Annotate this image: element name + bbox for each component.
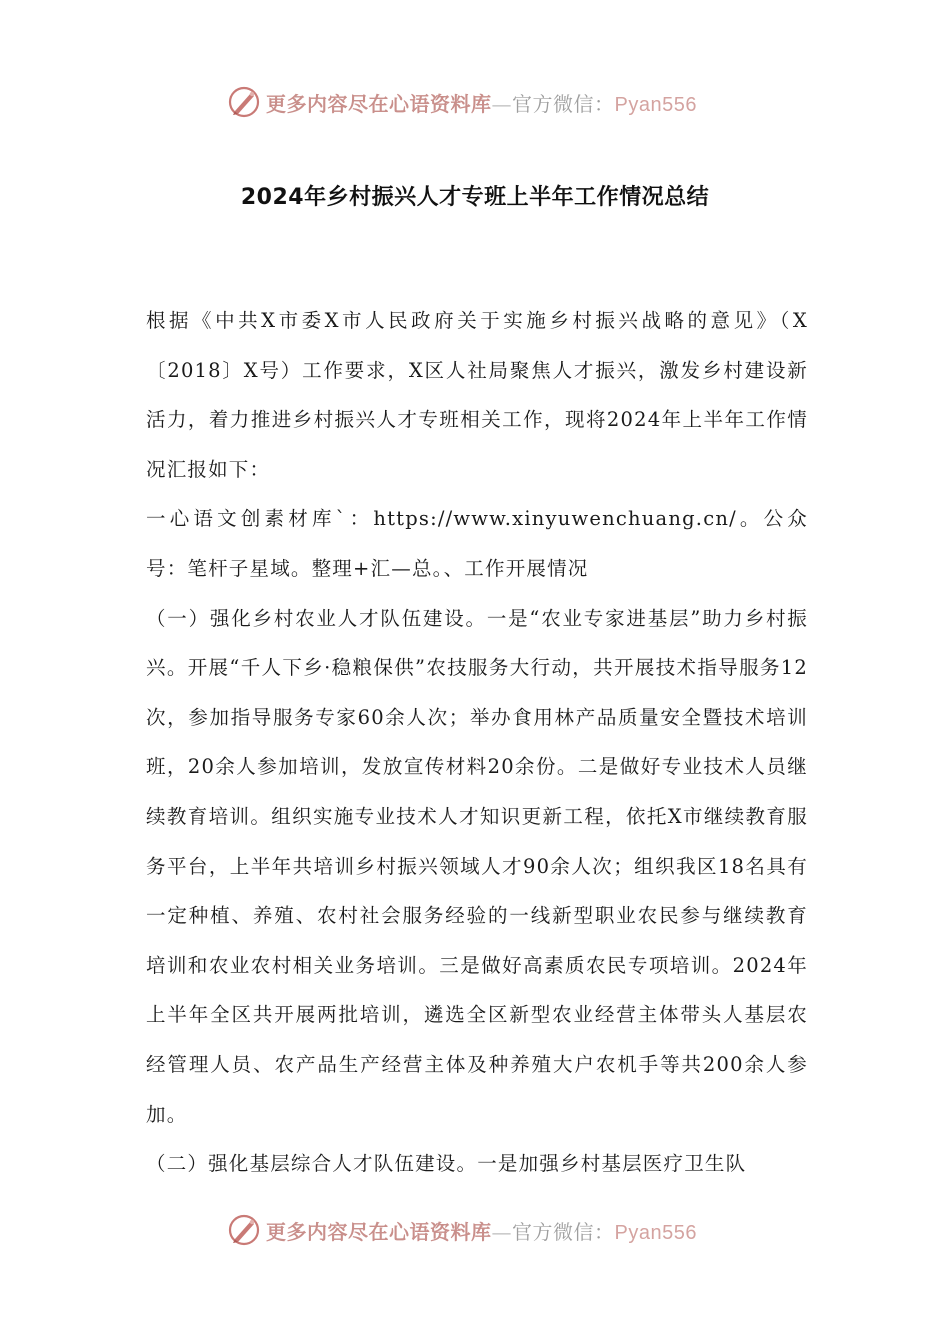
pen-logo-icon: [226, 1212, 262, 1248]
pen-logo-icon: [226, 84, 262, 120]
watermark-wechat-id: Pyan556: [614, 1221, 697, 1244]
watermark-wechat-id: Pyan556: [614, 93, 697, 116]
watermark-text: [266, 1216, 697, 1245]
watermark-official-label: 官方微信：: [512, 1219, 615, 1244]
header-watermark: [226, 82, 726, 122]
watermark-separator: —: [491, 91, 512, 116]
document-title: 2024年乡村振兴人才专班上半年工作情况总结: [240, 185, 710, 210]
watermark-official-label: 官方微信：: [512, 91, 615, 116]
paragraph-section-1: （一）强化乡村农业人才队伍建设。一是“农业专家进基层”助力乡村振兴。开展“千人下乡·稳粮保供”农技服务大行动，共开展技术指导服务12次，参加指导服务专家60余人次；举办食用林产品质量安全暨技术培训班，20余人参加培训，发放宣传材料20余份。二是做好专业技术人员继续教育培训。组织实施专业技术人才知识更新工程，依托X市继续教育服务平台，上半年共培训乡村振兴领域人才90余人次；组织我区18名具有一定种植、养殖、农村社会服务经验的一线新型职业农民参与继续教育培训和农业农村相关业务培训。三是做好高素质农民专项培训。2024年上半年全区共开展两批培训，遴选全区新型农业经营主体带头人基层农经管理人员、农产品生产经营主体及种养殖大户农机手等共200余人参加。: [146, 606, 808, 1126]
watermark-text: [266, 88, 697, 117]
watermark-separator: —: [491, 1219, 512, 1244]
paragraph-section-2: （二）强化基层综合人才队伍建设。一是加强乡村基层医疗卫生队: [146, 1152, 747, 1176]
watermark-name: 更多内容尽在心语资料库: [266, 91, 492, 116]
document-body: [146, 296, 808, 1189]
paragraph-intro: 根据《中共X市委X市人民政府关于实施乡村振兴战略的意见》（X〔2018〕X号）工作要求，X区人社局聚焦人才振兴，激发乡村建设新活力，着力推进乡村振兴人才专班相关工作，现将2024年上半年工作情况汇报如下：: [146, 309, 808, 481]
footer-watermark: [226, 1210, 726, 1250]
watermark-name: 更多内容尽在心语资料库: [266, 1219, 492, 1244]
paragraph-source-note: 一心语文创素材库`：https://www.xinyuwenchuang.cn/。公众号：笔杆子星域。整理+汇—总。、工作开展情况: [146, 507, 808, 580]
